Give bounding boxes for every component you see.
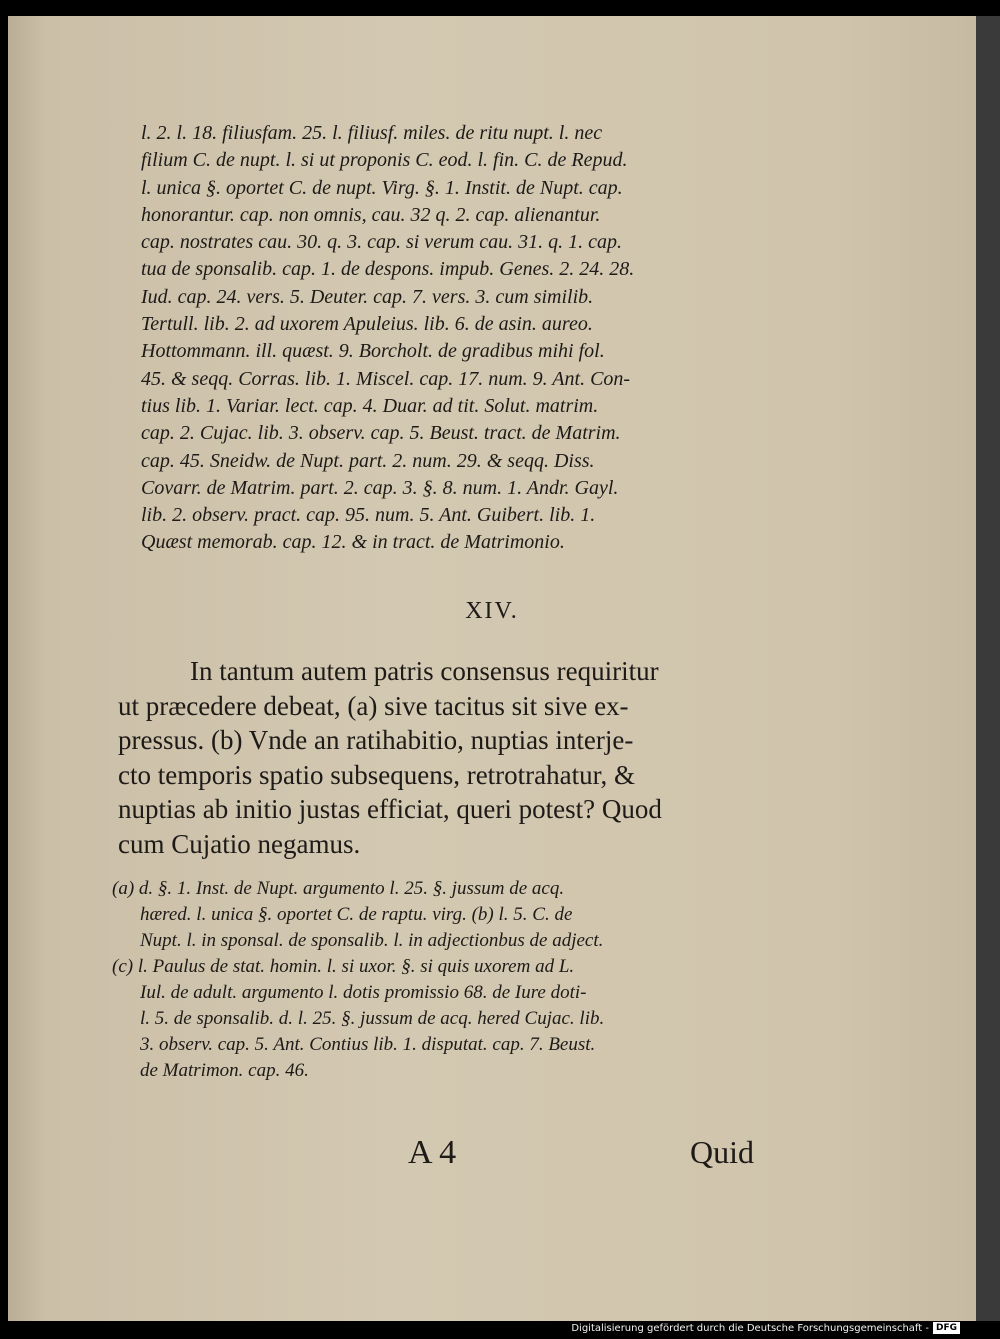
digitization-footer <box>571 1321 960 1335</box>
note-line: filium C. de nupt. l. si ut proponis C. eod. l. fin. C. de Repud. <box>141 149 628 172</box>
note-line: cap. 2. Cujac. lib. 3. observ. cap. 5. Beust. tract. de Matrim. <box>141 422 621 445</box>
footnote-line: (a) d. §. 1. Inst. de Nupt. argumento l. 25. §. jussum de acq. <box>112 878 565 899</box>
footer-credit: Digitalisierung gefördert durch die Deutsche Forschungsgemeinschaft - <box>571 1322 929 1334</box>
paragraph-line: nuptias ab initio justas efficiat, queri potest? Quod <box>118 794 662 824</box>
note-line: tua de sponsalib. cap. 1. de despons. impub. Genes. 2. 24. 28. <box>141 258 635 281</box>
footnote-line: 3. observ. cap. 5. Ant. Contius lib. 1. disputat. cap. 7. Beust. <box>140 1034 596 1055</box>
paragraph-line: cum Cujatio negamus. <box>118 828 361 859</box>
note-line: l. unica §. oportet C. de nupt. Virg. §. 1. Instit. de Nupt. cap. <box>141 176 623 199</box>
note-line: l. 2. l. 18. filiusfam. 25. l. filiusf. miles. de ritu nupt. l. nec <box>141 122 603 144</box>
footnote-line: Nupt. l. in sponsal. de sponsalib. l. in adjectionbus de adject. <box>140 930 604 951</box>
book-page <box>8 16 976 1321</box>
note-line: Iud. cap. 24. vers. 5. Deuter. cap. 7. vers. 3. cum similib. <box>141 285 594 308</box>
note-line: lib. 2. observ. pract. cap. 95. num. 5. Ant. Guibert. lib. 1. <box>141 504 596 527</box>
paragraph-line: pressus. (b) Vnde an ratihabitio, nuptias interje- <box>118 725 634 755</box>
footnote-line: (c) l. Paulus de stat. homin. l. si uxor. §. si quis uxorem ad L. <box>112 956 575 977</box>
note-line: honorantur. cap. non omnis, cau. 32 q. 2. cap. alienantur. <box>141 203 601 226</box>
catchword: Quid <box>690 1134 754 1170</box>
paragraph-line: In tantum autem patris consensus requiritur <box>190 656 659 686</box>
marginal-notes-top <box>141 120 761 557</box>
note-line: Hottommann. ill. quæst. 9. Borcholt. de gradibus mihi fol. <box>141 340 605 363</box>
note-line: Quæst memorab. cap. 12. & in tract. de Matrimonio. <box>141 531 565 554</box>
note-line: tius lib. 1. Variar. lect. cap. 4. Duar. ad tit. Solut. matrim. <box>141 394 599 417</box>
note-line: cap. 45. Sneidw. de Nupt. part. 2. num. 29. & seqq. Diss. <box>141 449 595 472</box>
main-paragraph <box>118 654 778 861</box>
section-heading: XIV. <box>465 598 519 624</box>
note-line: Tertull. lib. 2. ad uxorem Apuleius. lib. 6. de asin. aureo. <box>141 313 593 336</box>
footnote-line: de Matrimon. cap. 46. <box>140 1060 309 1081</box>
footnote-line: l. 5. de sponsalib. d. l. 25. §. jussum de acq. hered Cujac. lib. <box>140 1008 605 1029</box>
page-edge <box>976 16 1000 1321</box>
note-line: cap. nostrates cau. 30. q. 3. cap. si verum cau. 31. q. 1. cap. <box>141 231 623 254</box>
footnote-line: hæred. l. unica §. oportet C. de raptu. virg. (b) l. 5. C. de <box>140 904 573 925</box>
dfg-logo: DFG <box>933 1322 960 1334</box>
signature-mark: A 4 <box>408 1134 457 1171</box>
note-line: Covarr. de Matrim. part. 2. cap. 3. §. 8. num. 1. Andr. Gayl. <box>141 476 619 499</box>
note-line: 45. & seqq. Corras. lib. 1. Miscel. cap. 17. num. 9. Ant. Con- <box>141 367 631 390</box>
paragraph-line: cto temporis spatio subsequens, retrotrahatur, & <box>118 759 636 790</box>
paragraph-line: ut præcedere debeat, (a) sive tacitus sit sive ex- <box>118 690 629 721</box>
footnotes <box>112 876 752 1084</box>
footnote-line: Iul. de adult. argumento l. dotis promissio 68. de Iure doti- <box>140 982 587 1003</box>
